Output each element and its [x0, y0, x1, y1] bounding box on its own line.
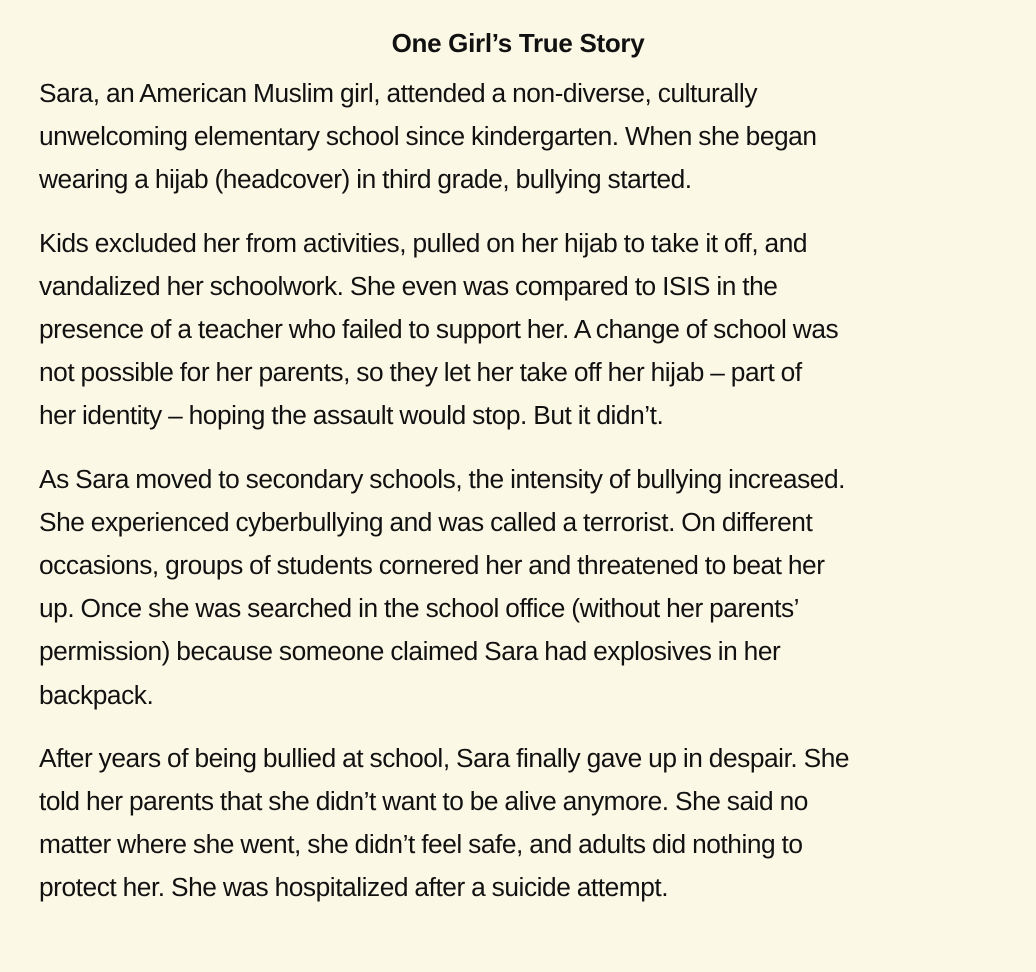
paragraph-line: As Sara moved to secondary schools, the intensity of bullying increased. — [39, 463, 846, 494]
paragraph-line: not possible for her parents, so they let her take off her hijab – part of — [39, 357, 802, 388]
paragraph-line: unwelcoming elementary school since kindergarten. When she began — [39, 121, 817, 152]
paragraph-line: Sara, an American Muslim girl, attended a non-diverse, culturally — [39, 78, 758, 108]
paragraph-line: permission) because someone claimed Sara had explosives in her — [39, 636, 781, 667]
paragraph-line: up. Once she was searched in the school office (without her parents’ — [39, 593, 800, 624]
paragraph-line: matter where she went, she didn’t feel safe, and adults did nothing to — [39, 829, 803, 860]
paragraph-line: her identity – hoping the assault would stop. But it didn’t. — [39, 400, 664, 431]
paragraph-4 — [39, 737, 1016, 910]
paragraph-2 — [39, 222, 1016, 438]
paragraph-line: told her parents that she didn’t want to be alive anymore. She said no — [39, 786, 808, 817]
paragraph-line: Kids excluded her from activities, pulled on her hijab to take it off, and — [39, 227, 808, 258]
paragraph-line: vandalized her schoolwork. She even was compared to ISIS in the — [39, 270, 778, 301]
paragraph-line: backpack. — [39, 679, 154, 710]
paragraph-line: She experienced cyberbullying and was called a terrorist. On different — [39, 506, 813, 537]
paragraph-3 — [39, 458, 1016, 717]
page-title: One Girl’s True Story — [391, 28, 645, 58]
paragraph-line: wearing a hijab (headcover) in third grade, bullying started. — [39, 164, 692, 195]
paragraph-line: presence of a teacher who failed to support her. A change of school was — [39, 314, 839, 345]
paragraph-line: After years of being bullied at school, Sara finally gave up in despair. She — [39, 742, 850, 773]
paragraph-line: occasions, groups of students cornered her and threatened to beat her — [39, 550, 825, 581]
paragraph-1 — [39, 72, 1016, 202]
paragraph-line: protect her. She was hospitalized after a suicide attempt. — [39, 872, 669, 903]
